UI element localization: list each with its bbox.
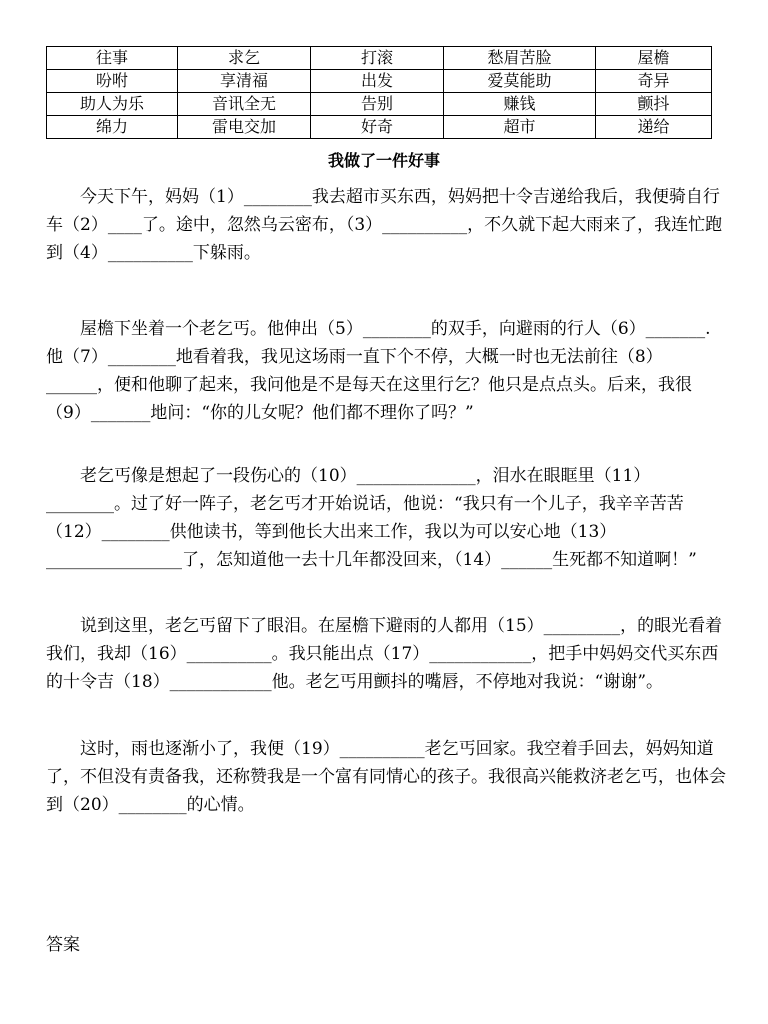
word-cell: 告别 — [311, 93, 444, 116]
word-cell: 颤抖 — [596, 93, 712, 116]
word-bank-table — [46, 46, 712, 139]
word-cell: 递给 — [596, 116, 712, 139]
word-cell: 打滚 — [311, 47, 444, 70]
word-cell: 奇异 — [596, 70, 712, 93]
word-cell: 享清福 — [178, 70, 311, 93]
word-cell: 助人为乐 — [47, 93, 178, 116]
essay-paragraph: 说到这里，老乞丐留下了眼泪。在屋檐下避雨的人都用（15）_________，的眼光看着我们，我却（16）__________。我只能出点（17）____________，把手中妈妈交代买东西的十令吉（18）____________他。老乞丐用颤抖的嘴唇，不停地对我说：“谢谢”。 — [46, 616, 723, 692]
word-cell: 音讯全无 — [178, 93, 311, 116]
word-bank-row — [47, 93, 712, 116]
essay-title: 我做了一件好事 — [327, 151, 440, 170]
answer-heading: 答案 — [46, 935, 80, 955]
word-cell: 出发 — [311, 70, 444, 93]
word-cell: 绵力 — [47, 116, 178, 139]
word-cell: 赚钱 — [444, 93, 596, 116]
word-cell: 超市 — [444, 116, 596, 139]
essay-paragraph: 屋檐下坐着一个老乞丐。他伸出（5）________的双手，向避雨的行人（6）_______.他（7）________地看着我，我见这场雨一直下个不停，大概一时也无法前往（8）______，便和他聊了起来，我问他是不是每天在这里行乞？他只是点点头。后来，我很（9）_______地问：“你的儿女呢？他们都不理你了吗？” — [46, 319, 711, 423]
word-cell: 愁眉苦脸 — [444, 47, 596, 70]
word-bank-row — [47, 116, 712, 139]
word-cell: 吩咐 — [47, 70, 178, 93]
word-cell: 求乞 — [178, 47, 311, 70]
essay-paragraph: 今天下午，妈妈（1）________我去超市买东西，妈妈把十令吉递给我后，我便骑自行车（2）____了。途中，忽然乌云密布，（3）__________，不久就下起大雨来了，我连忙跑到（4）__________下躲雨。 — [46, 187, 723, 263]
essay-paragraph: 这时，雨也逐渐小了，我便（19）__________老乞丐回家。我空着手回去，妈妈知道了，不但没有责备我，还称赞我是一个富有同情心的孩子。我很高兴能救济老乞丐，也体会到（20）________的心情。 — [46, 739, 726, 815]
word-cell: 爱莫能助 — [444, 70, 596, 93]
word-cell: 往事 — [47, 47, 178, 70]
word-cell: 雷电交加 — [178, 116, 311, 139]
word-bank-row — [47, 47, 712, 70]
essay-paragraph: 老乞丐像是想起了一段伤心的（10）______________，泪水在眼眶里（11）________。过了好一阵子，老乞丐才开始说话，他说：“我只有一个儿子，我辛辛苦苦（12）________供他读书，等到他长大出来工作，我以为可以安心地（13）________________了，怎知道他一去十几年都没回来，（14）______生死都不知道啊！” — [46, 466, 697, 570]
word-bank-row — [47, 70, 712, 93]
word-cell: 好奇 — [311, 116, 444, 139]
word-cell: 屋檐 — [596, 47, 712, 70]
